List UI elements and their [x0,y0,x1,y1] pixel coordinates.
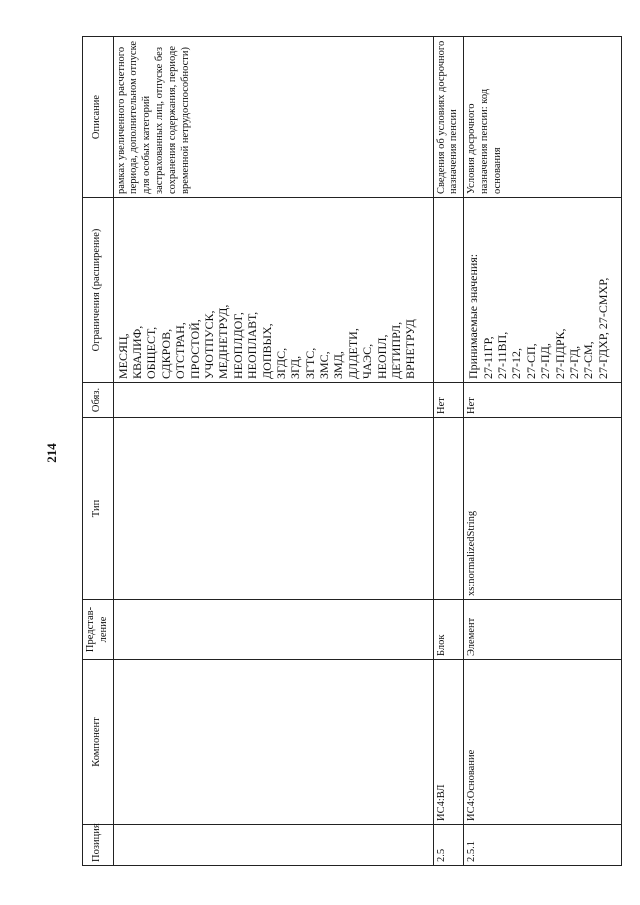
cell-required: Нет [464,383,622,418]
text-line: КВАЛИФ, [129,325,144,379]
text-line: Условия досрочного [466,103,478,194]
description-list [436,40,462,194]
header-component: Компонент [83,660,114,825]
text-line: Принимаемые значения: [466,253,481,379]
text-line: МЕСЯЦ, [115,333,130,379]
description-list [466,40,504,194]
text-line: ЗГД, [288,355,303,379]
cell-position: 2.5 [433,825,464,866]
table-row [464,37,622,866]
text-line: Сведения об условиях досрочного [435,40,447,194]
text-line: УЧОТПУСК, [201,310,216,379]
rotated-table-wrapper [82,37,608,866]
text-line: сохранения содержания, периоде [166,46,178,194]
text-line: 27-ГД, [566,345,581,379]
header-description: Описание [83,37,114,198]
text-line: НЕОПЛДОГ, [230,312,245,379]
data-table [82,36,622,866]
text-line: ДОПВЫХ, [259,323,274,379]
cell-component: ИС4:Основание [464,660,622,825]
description-list [116,40,193,194]
cell-position [113,825,433,866]
text-line: ОБЩЕСТ, [144,326,159,379]
text-line: 27-ПД, [538,343,553,379]
text-line: 27-11ГР, [480,336,495,379]
text-line: назначения пенсии [448,109,460,194]
limits-list [466,201,610,379]
cell-required: Нет [433,383,464,418]
text-line: временной нетрудоспособности) [179,47,191,194]
header-type: Тип [83,418,114,600]
header-required: Обяз. [83,383,114,418]
text-line: МЕДНЕТРУД, [216,304,231,379]
table-header-row [83,37,114,866]
cell-description [113,37,433,198]
text-line: 27-СМ, [581,341,596,379]
cell-representation [113,600,433,660]
text-line: СДКРОВ, [158,328,173,379]
cell-position: 2.5.1 [464,825,622,866]
text-line: ЗМС, [317,351,332,379]
cell-limits [464,198,622,383]
cell-component: ИС4:ВЛ [433,660,464,825]
cell-description [464,37,622,198]
text-line: ЗГДС, [273,347,288,379]
table-row [433,37,464,866]
text-line: ПРОСТОЙ, [187,319,202,379]
cell-required [113,383,433,418]
text-line: ЗМД, [331,351,346,379]
text-line: для особых категорий [141,95,153,194]
cell-type [433,418,464,600]
cell-limits [113,198,433,383]
text-line: периода, дополнительном отпуске [128,40,140,194]
cell-type [113,418,433,600]
text-line: основания [491,147,503,194]
text-line: НЕОПЛ, [374,334,389,379]
text-line: ДЛДЕТИ, [345,328,360,379]
text-line: ДЕТИПРЛ, [389,321,404,379]
text-line: ОТСТРАН, [173,322,188,379]
page-number: 214 [44,443,59,463]
text-line: НЕОПЛАВТ, [245,311,260,379]
table-row [113,37,433,866]
cell-representation: Элемент [464,600,622,660]
header-position: Позиция [83,825,114,866]
header-limits: Ограничения (расширение) [83,198,114,383]
text-line: ВРНЕТРУД [403,319,418,379]
text-line: 27-ПДРК, [552,328,567,379]
text-line: 27-12, [509,348,524,379]
text-line: 27-11ВП, [494,331,509,379]
cell-description [433,37,464,198]
cell-representation: Блок [433,600,464,660]
limits-list [116,201,418,379]
text-line: ЗГТС, [302,347,317,379]
cell-limits [433,198,464,383]
cell-component [113,660,433,825]
text-line: застрахованных лиц, отпуске без [153,46,165,194]
text-line: назначения пенсии: код [478,88,490,194]
text-line: рамках увеличенного расчетного [115,46,127,194]
text-line: ЧАЭС, [360,343,375,379]
text-line: 27-СП, [523,343,538,379]
cell-type: xs:normalizedString [464,418,622,600]
text-line: 27-ГДХР, 27-СМХР, [595,277,610,379]
header-representation: Представ-ление [83,600,114,660]
